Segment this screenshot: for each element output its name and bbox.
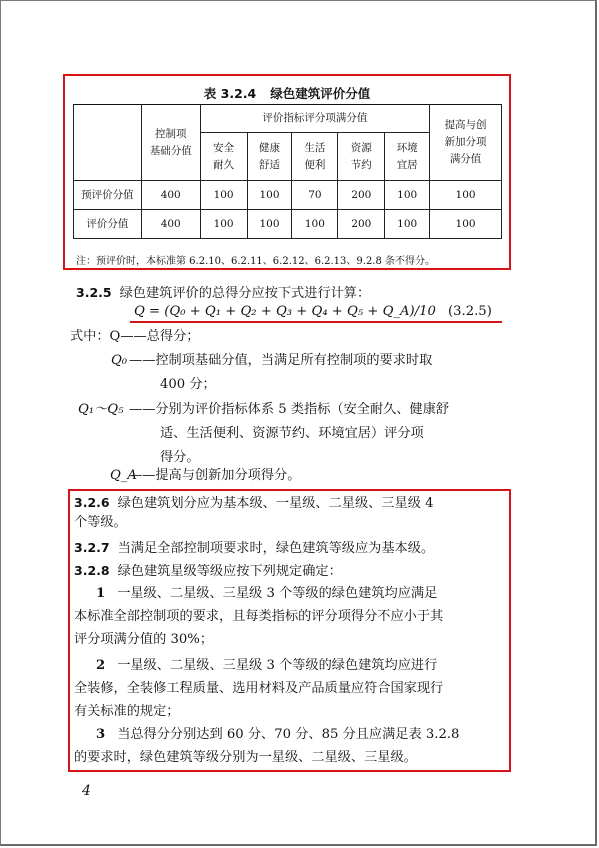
header-sub-2: 健康 舒适: [247, 133, 292, 181]
table-corner-cell: [74, 105, 142, 181]
table-row: 预评价分值 400 100 100 70 200 100 100: [74, 181, 502, 210]
qa-label: Q_A: [110, 468, 137, 483]
item-2: 2 一星级、二星级、三星级 3 个等级的绿色建筑均应进行: [96, 658, 438, 673]
section-3-2-5: 3.2.5 绿色建筑评价的总得分应按下式进行计算：: [76, 285, 371, 301]
q15-cont1: 适、生活便利、资源节约、环境宜居）评分项: [160, 426, 424, 441]
q0-label: Q₀: [111, 353, 128, 368]
formula-underline: [130, 321, 502, 323]
item-1-line-3: 评分项满分值的 30%；: [74, 632, 214, 647]
section-3-2-6: 3.2.6 绿色建筑划分应为基本级、一星级、二星级、三星级 4: [74, 495, 434, 511]
score-table: [73, 104, 502, 239]
section-number: 3.2.5: [76, 285, 112, 300]
qa-text: ——提高与创新加分项得分。: [129, 468, 301, 483]
page-number: 4: [82, 783, 91, 799]
formula-number: (3.2.5): [448, 304, 492, 319]
table-number: 表 3.2.4: [203, 86, 257, 101]
header-sub-5: 环境 宜居: [385, 133, 430, 181]
q0-cont: 400 分；: [160, 377, 216, 392]
header-control: 控制项 基础分值: [141, 105, 200, 181]
section-3-2-8: 3.2.8 绿色建筑星级等级应按下列规定确定：: [74, 563, 342, 579]
where-clause: 式中：Q——总得分；: [70, 329, 200, 344]
q15-cont2: 得分。: [160, 450, 200, 465]
header-group: 评价指标评分项满分值: [200, 105, 430, 133]
table-note: 注：预评价时，本标准第 6.2.10、6.2.11、6.2.12、6.2.13、9.2.8 条不得分。: [76, 256, 436, 267]
header-extra: 提高与创 新加分项 满分值: [430, 105, 502, 181]
header-sub-4: 资源 节约: [338, 133, 385, 181]
table-name: 绿色建筑评价分值: [270, 86, 371, 101]
item-2-line-3: 有关标准的规定；: [74, 704, 180, 719]
item-1: 1 一星级、二星级、三星级 3 个等级的绿色建筑均应满足: [96, 586, 438, 601]
section-3-2-7: 3.2.7 当满足全部控制项要求时，绿色建筑等级应为基本级。: [74, 540, 435, 556]
q0-text: ——控制项基础分值，当满足所有控制项的要求时取: [129, 353, 433, 368]
item-3: 3 当总得分分别达到 60 分、70 分、85 分且应满足表 3.2.8: [96, 727, 460, 742]
header-sub-1: 安全 耐久: [200, 133, 247, 181]
table-title: [65, 84, 509, 102]
table-row: 评价分值 400 100 100 100 200 100 100: [74, 210, 502, 239]
q15-label: Q₁～Q₅: [78, 402, 124, 417]
formula: Q = (Q₀ + Q₁ + Q₂ + Q₃ + Q₄ + Q₅ + Q_A)/10: [134, 304, 436, 319]
header-sub-3: 生活 便利: [292, 133, 338, 181]
section-3-2-6-cont: 个等级。: [74, 515, 127, 530]
item-3-line-2: 的要求时，绿色建筑等级分别为一星级、二星级、三星级。: [74, 750, 417, 765]
item-1-line-2: 本标准全部控制项的要求，且每类指标的评分项得分不应小于其: [74, 609, 444, 624]
item-2-line-2: 全装修，全装修工程质量、选用材料及产品质量应符合国家现行: [74, 681, 444, 696]
q15-text: ——分别为评价指标体系 5 类指标（安全耐久、健康舒: [129, 402, 450, 417]
